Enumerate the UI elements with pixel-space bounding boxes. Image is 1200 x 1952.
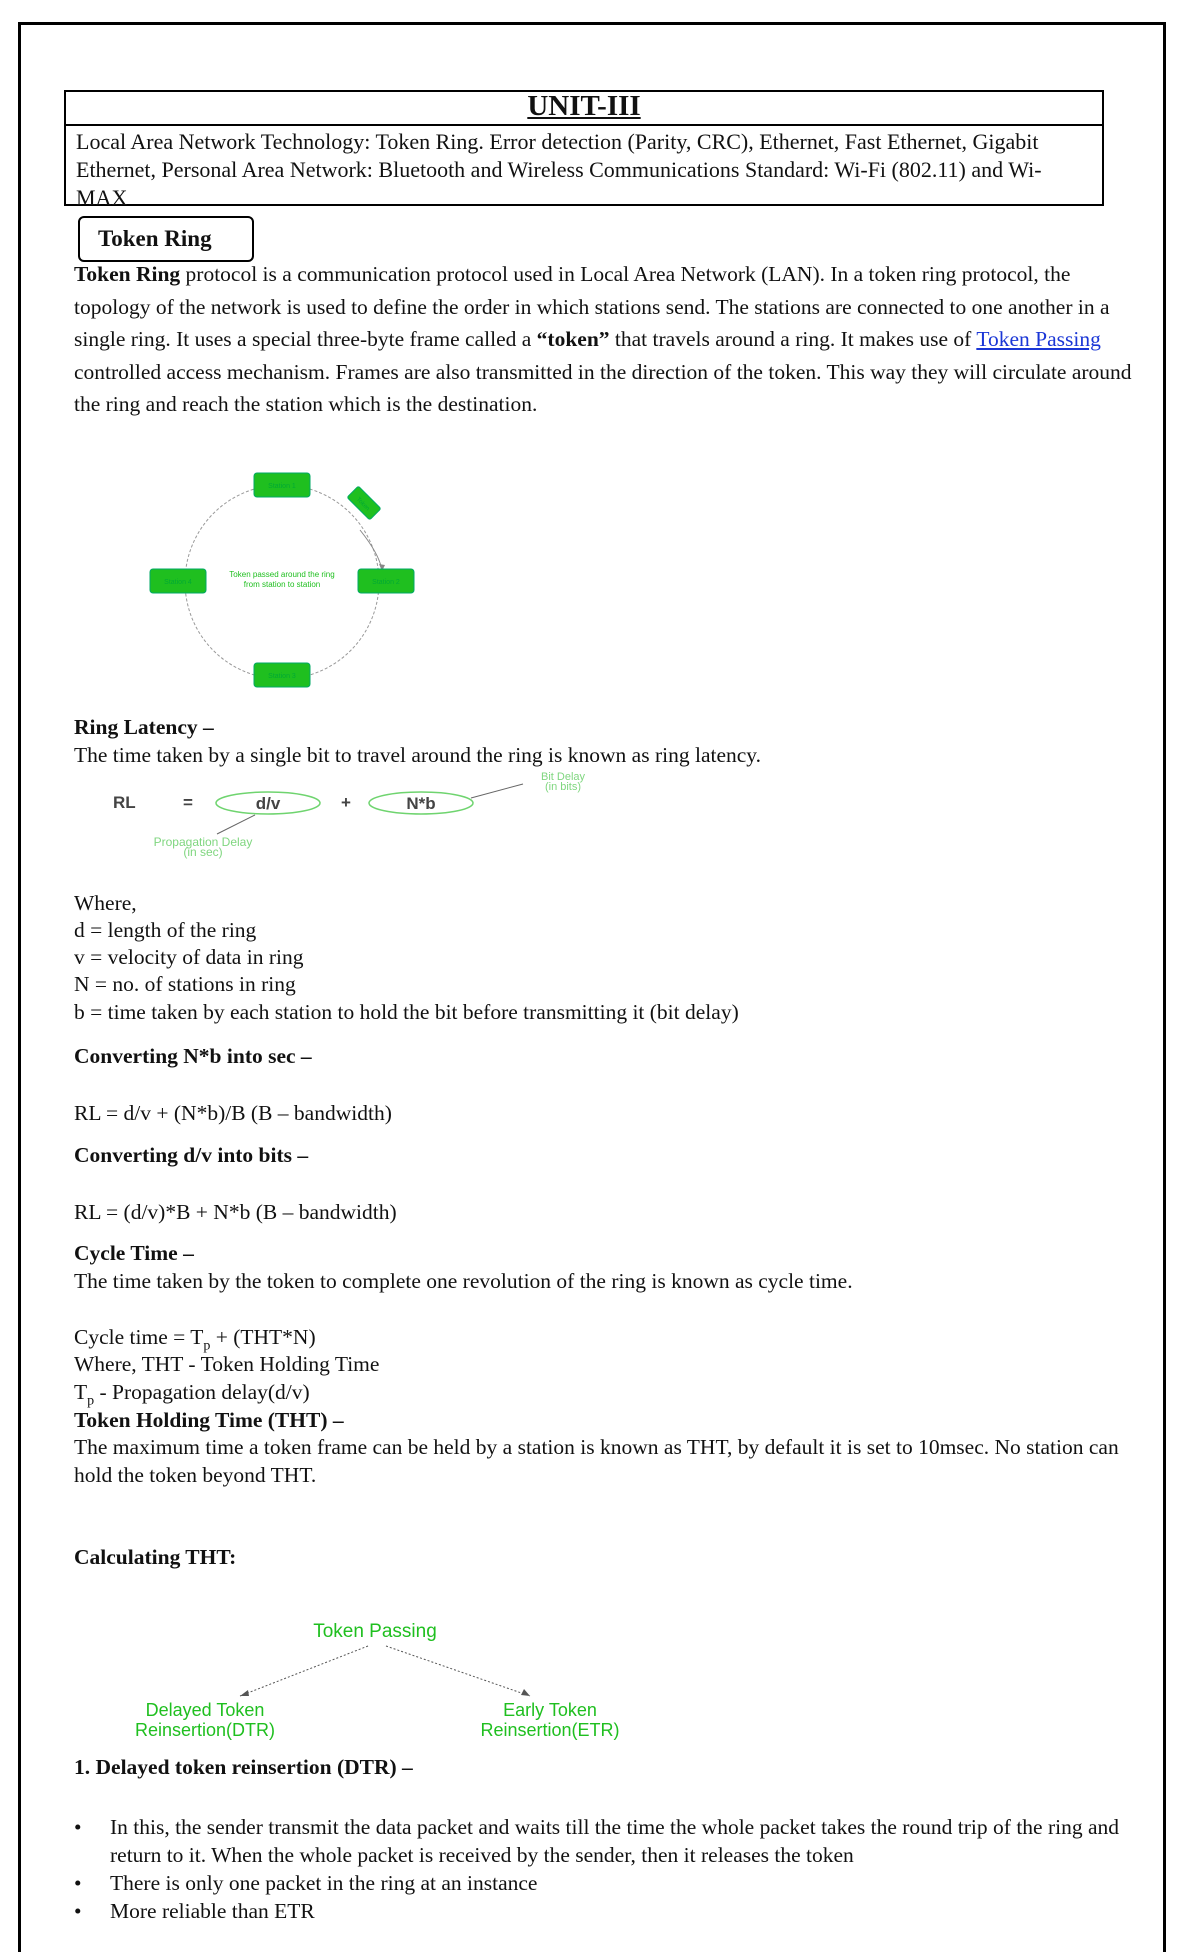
calculating-tht-heading: Calculating THT:: [74, 1545, 237, 1569]
ring-latency-formula-diagram: [105, 770, 665, 860]
station-3-label: Station 3: [268, 673, 296, 680]
convert-nb-formula: RL = d/v + (N*b)/B (B – bandwidth): [74, 1101, 392, 1125]
unit-header-box: [64, 90, 1104, 210]
tht-abbrev-def: Where, THT - Token Holding Time: [74, 1352, 380, 1376]
list-item: • More reliable than ETR: [74, 1897, 1174, 1925]
convert-nb-heading: Converting N*b into sec –: [74, 1044, 312, 1068]
formula-nb: N*b: [406, 794, 436, 813]
etr-label-2: Reinsertion(ETR): [480, 1720, 620, 1740]
dtr-bullet-list: [74, 1813, 1174, 1925]
where-label: Where,: [74, 891, 137, 915]
tree-left-branch: [240, 1646, 368, 1696]
station-4-label: Station 4: [164, 579, 192, 586]
formula-plus: +: [341, 793, 351, 812]
station-2-label: Station 2: [372, 579, 400, 586]
def-b: b = time taken by each station to hold the bit before transmitting it (bit delay): [74, 1000, 739, 1024]
intro-bold-term: Token Ring: [74, 262, 181, 286]
unit-divider: [66, 124, 1102, 126]
tp-def-sub: p: [87, 1393, 95, 1409]
cycle-formula-sub: p: [203, 1338, 211, 1354]
token-ring-intro: [74, 258, 1146, 421]
cycle-formula-b: + (THT*N): [210, 1325, 316, 1349]
intro-text-1: protocol is a communication protocol used in Local Area Network (LAN). In a token ring protocol, the topology of the network is used to define the order in which stations send. The stations are connected to one another in a single ring. It uses a special three-byte frame called a: [74, 262, 1110, 351]
tp-def: [74, 1380, 310, 1409]
cycle-time-formula: [74, 1325, 316, 1354]
token-label: Token: [354, 496, 371, 513]
prop-delay-label: Propagation Delay: [153, 835, 253, 849]
unit-description: Local Area Network Technology: Token Ring. Error detection (Parity, CRC), Ethernet, Fast Ethernet, Gigabit Ethernet, Personal Area Network: Bluetooth and Wireless Communications Standard: Wi-Fi (802.11) and Wi-MAX: [76, 129, 1042, 210]
station-1-label: Station 1: [268, 483, 296, 490]
unit-title: UNIT-III: [527, 90, 641, 122]
cycle-formula-a: Cycle time = T: [74, 1325, 204, 1349]
token-ring-section-tab: Token Ring: [78, 216, 254, 262]
tp-def-a: T: [74, 1380, 88, 1404]
def-n: N = no. of stations in ring: [74, 972, 296, 996]
dtr-label-2: Reinsertion(DTR): [134, 1720, 276, 1740]
formula-dv: d/v: [255, 794, 281, 813]
convert-dv-heading: Converting d/v into bits –: [74, 1143, 309, 1167]
ring-latency-definition: The time taken by a single bit to travel around the ring is known as ring latency.: [74, 743, 762, 767]
cycle-time-definition: The time taken by the token to complete one revolution of the ring is known as cycle time.: [74, 1269, 853, 1293]
intro-text-3: controlled access mechanism. Frames are also transmitted in the direction of the token. This way they will circulate around the ring and reach the station which is the destination.: [74, 359, 1132, 416]
token-passing-link[interactable]: Token Passing: [976, 327, 1101, 351]
ring-latency-heading: Ring Latency –: [74, 715, 214, 739]
token-ring-diagram: [140, 465, 420, 700]
convert-dv-formula: RL = (d/v)*B + N*b (B – bandwidth): [74, 1200, 397, 1224]
tree-right-branch: [386, 1646, 530, 1696]
bit-delay-label: Bit Delay: [540, 771, 586, 783]
tp-def-b: - Propagation delay(d/v): [94, 1380, 310, 1404]
etr-label-1: Early Token: [503, 1700, 597, 1720]
dtr-heading: 1. Delayed token reinsertion (DTR) –: [74, 1755, 413, 1779]
token-frame: [347, 486, 381, 520]
formula-rl: RL: [113, 793, 136, 812]
formula-equals: =: [183, 793, 193, 812]
dtr-label-1: Delayed Token: [145, 1700, 265, 1720]
intro-text-2: that travels around a ring. It makes use of: [609, 327, 977, 351]
tht-definition: The maximum time a token frame can be held by a station is known as THT, by default it is set to 10msec. No station can hold the token beyond THT.: [74, 1435, 1119, 1487]
def-v: v = velocity of data in ring: [74, 945, 304, 969]
prop-delay-unit: (in sec): [183, 845, 223, 859]
tree-root-label: Token Passing: [313, 1621, 437, 1642]
cycle-time-heading: Cycle Time –: [74, 1241, 194, 1265]
def-d: d = length of the ring: [74, 918, 257, 942]
intro-token-term: “token”: [536, 327, 610, 351]
bit-delay-pointer: [471, 784, 523, 798]
ring-center-caption-1: Token passed around the ring: [229, 570, 335, 579]
list-item: • There is only one packet in the ring at an instance: [74, 1869, 1174, 1897]
token-passing-tree-diagram: [100, 1616, 660, 1740]
token-direction-arrow: [360, 530, 382, 571]
tht-heading: Token Holding Time (THT) –: [74, 1408, 344, 1432]
bit-delay-unit: (in bits): [544, 781, 582, 793]
ring-center-caption-2: from station to station: [243, 580, 321, 589]
list-item: • In this, the sender transmit the data packet and waits till the time the whole packet takes the round trip of the ring and return to it. When the whole packet is received by the sender, then it releases the token: [74, 1813, 1174, 1869]
prop-delay-pointer: [217, 815, 255, 834]
